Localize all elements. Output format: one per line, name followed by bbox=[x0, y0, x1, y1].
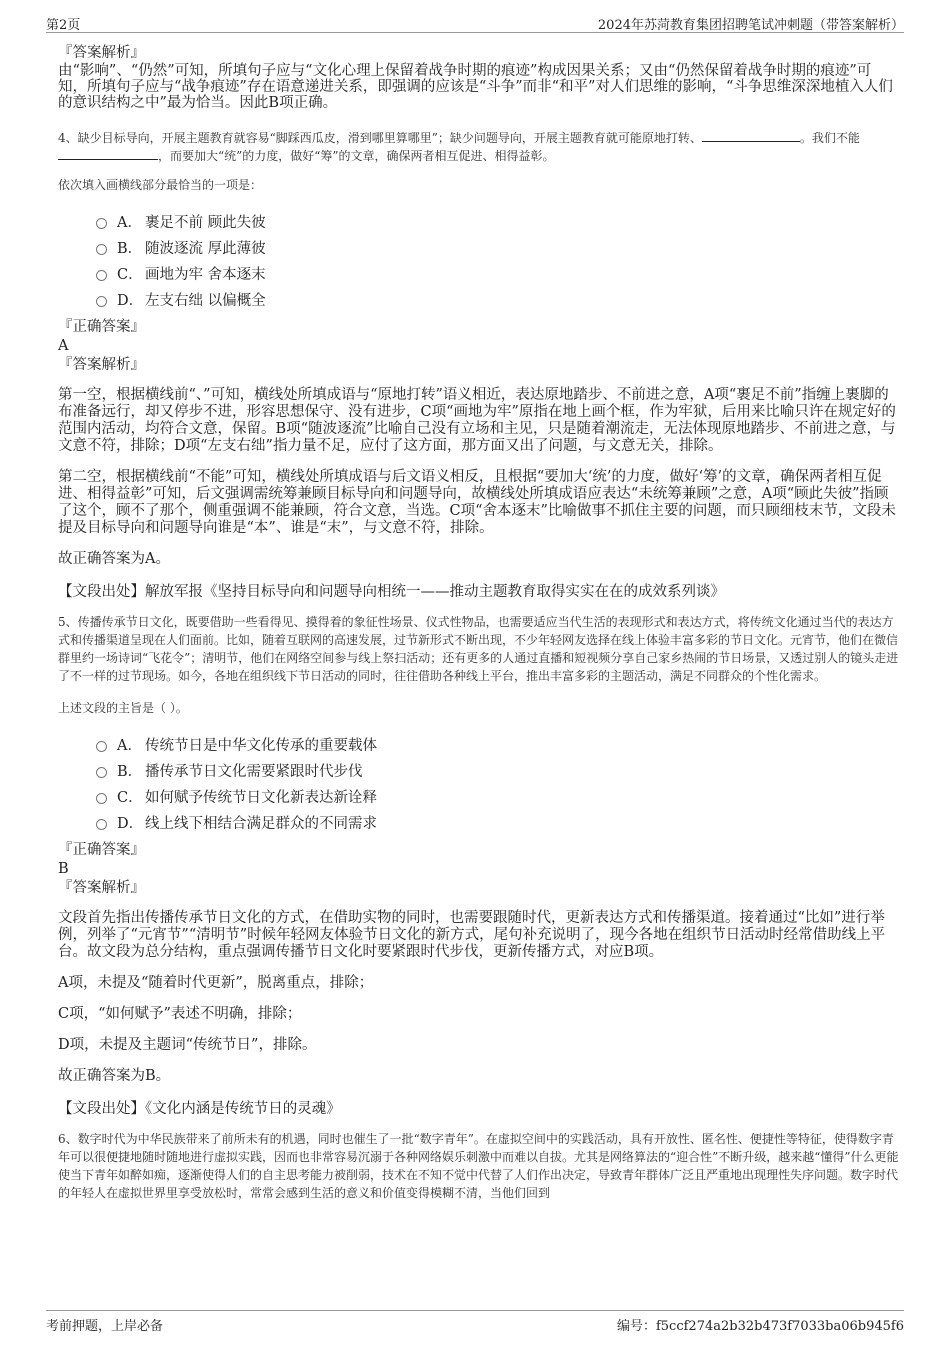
question-4-options bbox=[96, 210, 900, 314]
question-6-stem: 6、数字时代为中华民族带来了前所未有的机遇，同时也催生了一批“数字青年”。在虚拟空间中的实践活动，具有开放性、匿名性、便捷性等特征，使得数字青年可以很便捷地随时随地进行虚拟实践，因而也非常容易沉溺于各种网络娱乐刺激中而难以自拔。尤其是网络算法的“迎合性”不断升级，越来越“懂得”什么更能使当下青年如醉如痴，逐渐使得人们的自主思考能力被削弱，技术在不知不觉中代替了人们作出决定，导致青年群体广泛且严重地出现理性失序问题。数字时代的年轻人在虚拟世界里享受放松时，常常会感到生活的意义和价值变得模糊不清，当他们回到 bbox=[58, 1132, 899, 1200]
page-number: 第2页 bbox=[46, 18, 81, 33]
source: 【文段出处】《文化内涵是传统节日的灵魂》 bbox=[58, 1101, 341, 1117]
radio-icon[interactable] bbox=[96, 819, 107, 830]
question-4-prompt: 依次填入画横线部分最恰当的一项是： bbox=[58, 178, 263, 192]
page-footer bbox=[46, 1310, 904, 1333]
page-content bbox=[58, 44, 900, 1202]
option-c[interactable]: C． 画地为牢 舍本逐末 bbox=[96, 262, 900, 288]
question-5-stem: 5、传播传承节日文化，既要借助一些看得见、摸得着的象征性场景、仪式性物品，也需要适应当代生活的表现形式和表达方式，将传统文化通过当代的表达方式和传播渠道呈现在人们面前。比如，随着互联网的高速发展，过节新形式不断出现，不少年轻网友选择在线上体验丰富多彩的节日文化。元宵节，他们在微信群里约一场诗词“飞花令”；清明节，他们在网络空间参与线上祭扫活动；还有更多的人通过直播和短视频分享自己家乡热闹的节日场景，又透过别人的镜头走进了不一样的过节现场。如今，各地在组织线下节日活动的同时，往往借助各种线上平台，推出丰富多彩的主题活动，满足不同群众的个性化需求。 bbox=[58, 615, 899, 683]
page-header bbox=[46, 12, 904, 33]
option-d[interactable]: D． 左支右绌 以偏概全 bbox=[96, 288, 900, 314]
radio-icon[interactable] bbox=[96, 296, 107, 307]
radio-icon[interactable] bbox=[96, 767, 107, 778]
analysis-option-d: D项，未提及主题词“传统节日”，排除。 bbox=[58, 1037, 317, 1053]
correct-answer: A bbox=[58, 338, 69, 354]
radio-icon[interactable] bbox=[96, 244, 107, 255]
question-5-prompt: 上述文段的主旨是（ ）。 bbox=[58, 701, 188, 715]
option-a[interactable]: A． 裹足不前 顾此失彼 bbox=[96, 210, 900, 236]
radio-icon[interactable] bbox=[96, 741, 107, 752]
correct-answer: B bbox=[58, 861, 69, 877]
conclusion: 故正确答案为B。 bbox=[58, 1068, 171, 1084]
question-4-stem: 4、缺少目标导向，开展主题教育就容易“脚踩西瓜皮，滑到哪里算哪里”；缺少问题导向，开展主题教育就可能原地打转、 。我们不能，而要加大“统”的力度，做好“筹”的文章，确保两者相互促进、相得益彰。 bbox=[58, 131, 860, 163]
option-c[interactable]: C． 如何赋予传统节日文化新表达新诠释 bbox=[96, 785, 900, 811]
document-code: 编号：f5ccf274a2b32b473f7033ba06b945f6 bbox=[616, 1319, 904, 1334]
option-b[interactable]: B． 播传承节日文化需要紧跟时代步伐 bbox=[96, 759, 900, 785]
radio-icon[interactable] bbox=[96, 218, 107, 229]
document-title: 2024年苏菏教育集团招聘笔试冲刺题（带答案解析） bbox=[597, 18, 904, 33]
option-d[interactable]: D． 线上线下相结合满足群众的不同需求 bbox=[96, 811, 900, 837]
analysis-label: 『答案解析』 bbox=[58, 45, 145, 61]
option-a[interactable]: A． 传统节日是中华文化传承的重要载体 bbox=[96, 733, 900, 759]
radio-icon[interactable] bbox=[96, 270, 107, 281]
footer-slogan: 考前押题，上岸必备 bbox=[46, 1319, 164, 1334]
source: 【文段出处】解放军报《坚持目标导向和问题导向相统一——推动主题教育取得实实在在的成效系列谈》 bbox=[58, 584, 725, 600]
analysis-option-a: A项，未提及“随着时代更新”，脱离重点，排除； bbox=[58, 975, 374, 991]
radio-icon[interactable] bbox=[96, 793, 107, 804]
blank-2 bbox=[58, 147, 158, 160]
correct-answer-label: 『正确答案』 bbox=[58, 842, 145, 858]
analysis-paragraph-2: 第二空，根据横线前“不能”可知，横线处所填成语与后文语义相反，且根据“要加大‘统’的力度，做好‘筹’的文章，确保两者相互促进、相得益彰”可知，后文强调需统筹兼顾目标导向和问题导向，故横线处所填成语应表达“未统筹兼顾”之意，A项“顾此失彼”指顾了这个，顾不了那个，侧重强调不能兼顾，符合文意，当选。C项“舍本逐末”比喻做事不抓住主要的问题，而只顾细枝末节，文段未提及目标导向和问题导向谁是“本”、谁是“末”，与文意不符，排除。 bbox=[58, 469, 896, 536]
analysis-paragraph-1: 第一空，根据横线前“、”可知，横线处所填成语与“原地打转”语义相近，表达原地踏步、不前进之意，A项“裹足不前”指缠上裹脚的布准备远行，却又停步不进，形容思想保守、没有进步，C项“画地为牢”原指在地上画个框，作为牢狱，后用来比喻只许在规定好的范围内活动，均符合文意，保留。B项“随波逐流”比喻自己没有立场和主见，只是随着潮流走，无法体现原地踏步、不前进之意，与文意不符，排除；D项“左支右绌”指力量不足，应付了这方面，那方面又出了问题，与文意无关，排除。 bbox=[58, 387, 896, 454]
analysis-text: 由“影响”、“仍然”可知，所填句子应与“文化心理上保留着战争时期的痕迹”构成因果关系；又由“仍然保留着战争时期的痕迹”可知，所填句子应与“战争痕迹”存在语意递进关系，即强调的应该是“斗争”而非“和平”对人们思维的影响，“斗争思维深深地植入人们的意识结构之中”最为恰当。因此B项正确。 bbox=[58, 63, 893, 111]
option-b[interactable]: B． 随波逐流 厚此薄彼 bbox=[96, 236, 900, 262]
question-5-options bbox=[96, 733, 900, 837]
analysis-label: 『答案解析』 bbox=[58, 357, 145, 373]
analysis-option-c: C项，“如何赋予”表述不明确，排除； bbox=[58, 1006, 302, 1022]
conclusion: 故正确答案为A。 bbox=[58, 551, 170, 567]
correct-answer-label: 『正确答案』 bbox=[58, 319, 145, 335]
analysis-paragraph-1: 文段首先指出传播传承节日文化的方式，在借助实物的同时，也需要跟随时代，更新表达方式和传播渠道。接着通过“比如”进行举例，列举了“元宵节”“清明节”时候年轻网友体验节日文化的新方式，尾句补充说明了，现今各地在组织节日活动时经常借助线上平台。故文段为总分结构，重点强调传播节日文化时要紧跟时代步伐，更新传播方式，对应B项。 bbox=[58, 910, 886, 960]
analysis-label: 『答案解析』 bbox=[58, 880, 145, 896]
blank-1 bbox=[702, 129, 800, 142]
